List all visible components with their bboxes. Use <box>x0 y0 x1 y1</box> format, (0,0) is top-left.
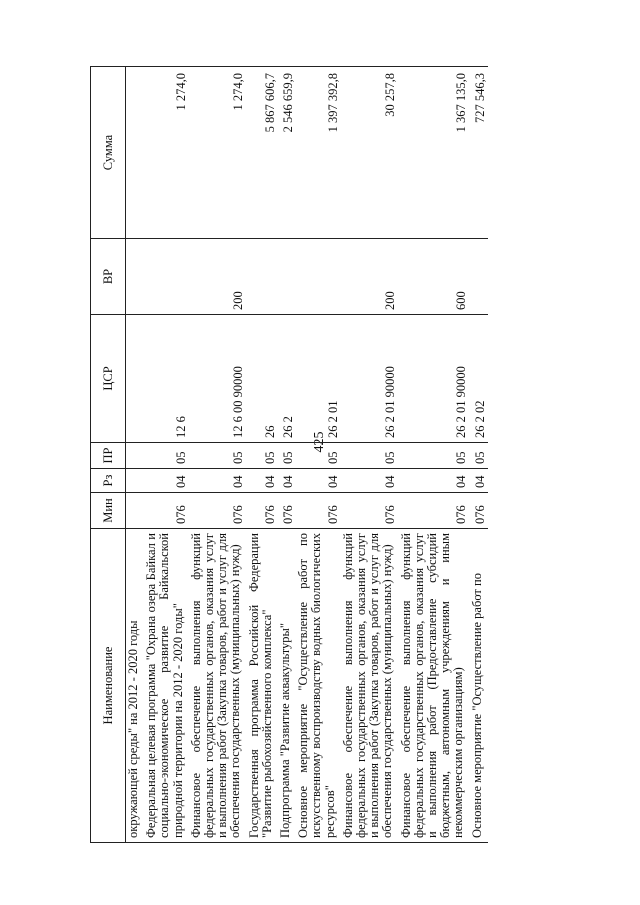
row-min <box>126 493 145 529</box>
table-row <box>470 67 488 843</box>
row-min: 076 <box>296 493 341 529</box>
row-pr: 05 <box>341 443 399 469</box>
row-name: Финансовое обеспечение выполнения функций федеральных государственных органов, оказания услуг и выполнения работ (Предоставление субсидий бюджетным, автономным учреждениям и иным некоммерческим организациям) <box>399 529 470 843</box>
table-row <box>399 67 470 843</box>
table-row <box>341 67 399 843</box>
table-row <box>144 67 189 843</box>
row-sum: 1 274,0 <box>189 67 247 239</box>
row-csr: 26 2 01 90000 <box>399 315 470 443</box>
row-name: Основное мероприятие "Осуществление работ по искусственному воспроизводству водных биологических ресурсов" <box>296 529 341 843</box>
row-pr <box>126 443 145 469</box>
row-vr <box>144 239 189 315</box>
row-pr: 05 <box>296 443 341 469</box>
row-rz: 04 <box>341 469 399 493</box>
row-pr: 05 <box>470 443 488 469</box>
row-rz <box>126 469 145 493</box>
row-csr <box>126 315 145 443</box>
row-pr: 05 <box>278 443 296 469</box>
row-pr: 05 <box>189 443 247 469</box>
row-name: окружающей среды" на 2012 - 2020 годы <box>126 529 145 843</box>
row-sum: 1 397 392,8 <box>296 67 341 239</box>
row-sum: 2 546 659,9 <box>278 67 296 239</box>
row-sum: 30 257,8 <box>341 67 399 239</box>
row-csr: 26 2 <box>278 315 296 443</box>
row-sum: 727 546,3 <box>470 67 488 239</box>
row-rz: 04 <box>399 469 470 493</box>
row-vr: 200 <box>341 239 399 315</box>
row-name: Подпрограмма "Развитие аквакультуры" <box>278 529 296 843</box>
row-vr <box>126 239 145 315</box>
table-row <box>278 67 296 843</box>
header-csr: ЦСР <box>91 315 126 443</box>
row-rz: 04 <box>296 469 341 493</box>
row-rz: 04 <box>278 469 296 493</box>
row-pr: 05 <box>399 443 470 469</box>
page-number: 425 <box>312 431 327 453</box>
row-min: 076 <box>341 493 399 529</box>
row-name: Финансовое обеспечение выполнения функций федеральных государственных органов, оказания услуг и выполнения работ (Закупка товаров, работ и услуг для обеспечения государственных (муниципальных) нужд) <box>189 529 247 843</box>
row-min: 076 <box>399 493 470 529</box>
row-vr <box>247 239 278 315</box>
row-name: Финансовое обеспечение выполнения функций федеральных государственных органов, оказания услуг и выполнения работ (Закупка товаров, работ и услуг для обеспечения государственных (муниципальных) нужд) <box>341 529 399 843</box>
header-row <box>91 67 126 843</box>
row-sum: 1 274,0 <box>144 67 189 239</box>
row-vr <box>278 239 296 315</box>
rotated-table-container <box>90 67 574 843</box>
header-sum: Сумма <box>91 67 126 239</box>
header-min: Мин <box>91 493 126 529</box>
row-name: Федеральная целевая программа "Охрана озера Байкал и социально-экономическое развитие Байкальской природной территории на 2012 - 2020 годы" <box>144 529 189 843</box>
row-csr: 26 <box>247 315 278 443</box>
row-vr <box>296 239 341 315</box>
table-row <box>247 67 278 843</box>
row-min: 076 <box>470 493 488 529</box>
row-csr: 26 2 02 <box>470 315 488 443</box>
row-sum: 1 367 135,0 <box>399 67 470 239</box>
row-sum: 5 867 606,7 <box>247 67 278 239</box>
row-min: 076 <box>144 493 189 529</box>
row-rz: 04 <box>144 469 189 493</box>
table-row <box>296 67 341 843</box>
row-pr: 05 <box>144 443 189 469</box>
row-min: 076 <box>278 493 296 529</box>
header-name: Наименование <box>91 529 126 843</box>
row-rz: 04 <box>247 469 278 493</box>
header-rz: Рз <box>91 469 126 493</box>
row-name: Основное мероприятие "Осуществление работ по <box>470 529 488 843</box>
row-name: Государственная программа Российской Федерации "Развитие рыбохозяйственного комплекса" <box>247 529 278 843</box>
row-csr: 12 6 00 90000 <box>189 315 247 443</box>
header-vr: ВР <box>91 239 126 315</box>
row-rz: 04 <box>470 469 488 493</box>
row-min: 076 <box>247 493 278 529</box>
table-row <box>126 67 145 843</box>
header-pr: ПР <box>91 443 126 469</box>
row-vr: 600 <box>399 239 470 315</box>
table-row <box>189 67 247 843</box>
row-csr: 12 6 <box>144 315 189 443</box>
budget-table <box>90 66 488 843</box>
row-sum <box>126 67 145 239</box>
row-min: 076 <box>189 493 247 529</box>
row-csr: 26 2 01 <box>296 315 341 443</box>
row-vr: 200 <box>189 239 247 315</box>
row-vr <box>470 239 488 315</box>
row-csr: 26 2 01 90000 <box>341 315 399 443</box>
row-pr: 05 <box>247 443 278 469</box>
row-rz: 04 <box>189 469 247 493</box>
